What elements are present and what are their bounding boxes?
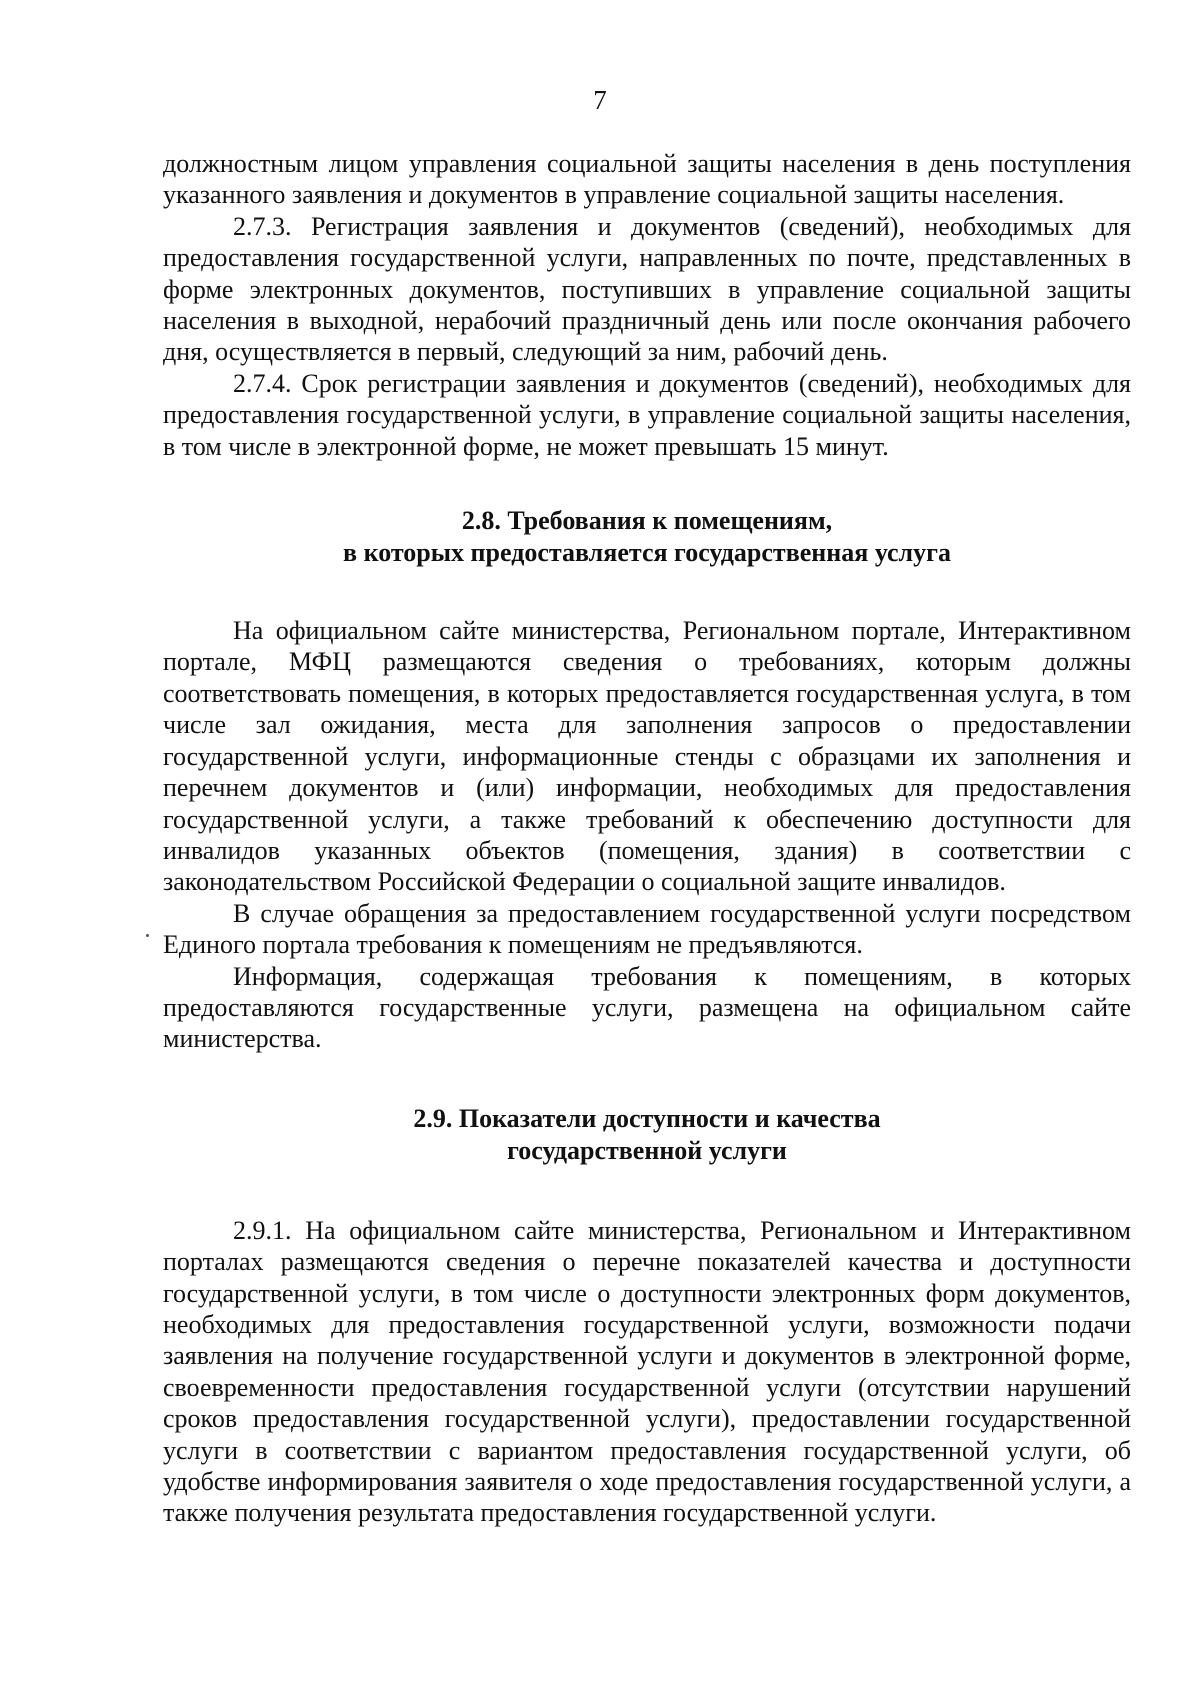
section-heading-2-8	[163, 505, 1131, 569]
section-heading-2-8-line1: 2.8. Требования к помещениям,	[461, 506, 833, 536]
scan-speck	[146, 934, 149, 937]
paragraph-2-8-1: На официальном сайте министерства, Региональном портале, Интерактивном портале, МФЦ размещаются сведения о требованиях, которым должны соответствовать помещения, в которых предоставляется государственная услуга, в том числе зал ожидания, места для заполнения запросов о предоставлении государственной услуги, информационные стенды с образцами их заполнения и перечнем документов и (или) информации, необходимых для предоставления государственной услуги, а также требований к обеспечению доступности для инвалидов указанных объектов (помещения, здания) в соответствии с законодательством Российской Федерации о социальной защите инвалидов.	[163, 616, 1131, 897]
paragraph-continuation: должностным лицом управления социальной защиты населения в день поступления указанного заявления и документов в управление социальной защиты населения.	[163, 149, 1131, 210]
page-number: 7	[593, 85, 607, 115]
section-heading-2-9-line1: 2.9. Показатели доступности и качества	[413, 1103, 881, 1133]
paragraph-2-7-4: 2.7.4. Срок регистрации заявления и документов (сведений), необходимых для предоставления государственной услуги, в управление социальной защиты населения, в том числе в электронной форме, не может превышать 15 минут.	[163, 368, 1131, 461]
section-heading-2-9-line2: государственной услуги	[507, 1135, 787, 1165]
paragraph-2-8-3: Информация, содержащая требования к помещениям, в которых предоставляются государственные услуги, размещена на официальном сайте министерства.	[163, 961, 1131, 1054]
paragraph-2-7-3: 2.7.3. Регистрация заявления и документов (сведений), необходимых для предоставления государственной услуги, направленных по почте, представленных в форме электронных документов, поступивших в управление социальной защиты населения в выходной, нерабочий праздничный день или после окончания рабочего дня, осуществляется в первый, следующий за ним, рабочий день.	[163, 211, 1131, 367]
paragraph-2-8-2: В случае обращения за предоставлением государственной услуги посредством Единого портала требования к помещениям не предъявляются.	[163, 898, 1131, 960]
section-heading-2-8-line2: в которых предоставляется государственная услуга	[343, 538, 951, 568]
section-heading-2-9	[163, 1103, 1131, 1167]
paragraph-2-9-1: 2.9.1. На официальном сайте министерства, Региональном и Интерактивном порталах размещаются сведения о перечне показателей качества и доступности государственной услуги, в том числе о доступности электронных форм документов, необходимых для предоставления государственной услуги, возможности подачи заявления на получение государственной услуги и документов в электронной форме, своевременности предоставления государственной услуги (отсутствии нарушений сроков предоставления государственной услуги), предоставлении государственной услуги в соответствии с вариантом предоставления государственной услуги, об удобстве информирования заявителя о ходе предоставления государственной услуги, а также получения результата предоставления государственной услуги.	[163, 1215, 1131, 1528]
document-body	[163, 148, 1131, 1529]
